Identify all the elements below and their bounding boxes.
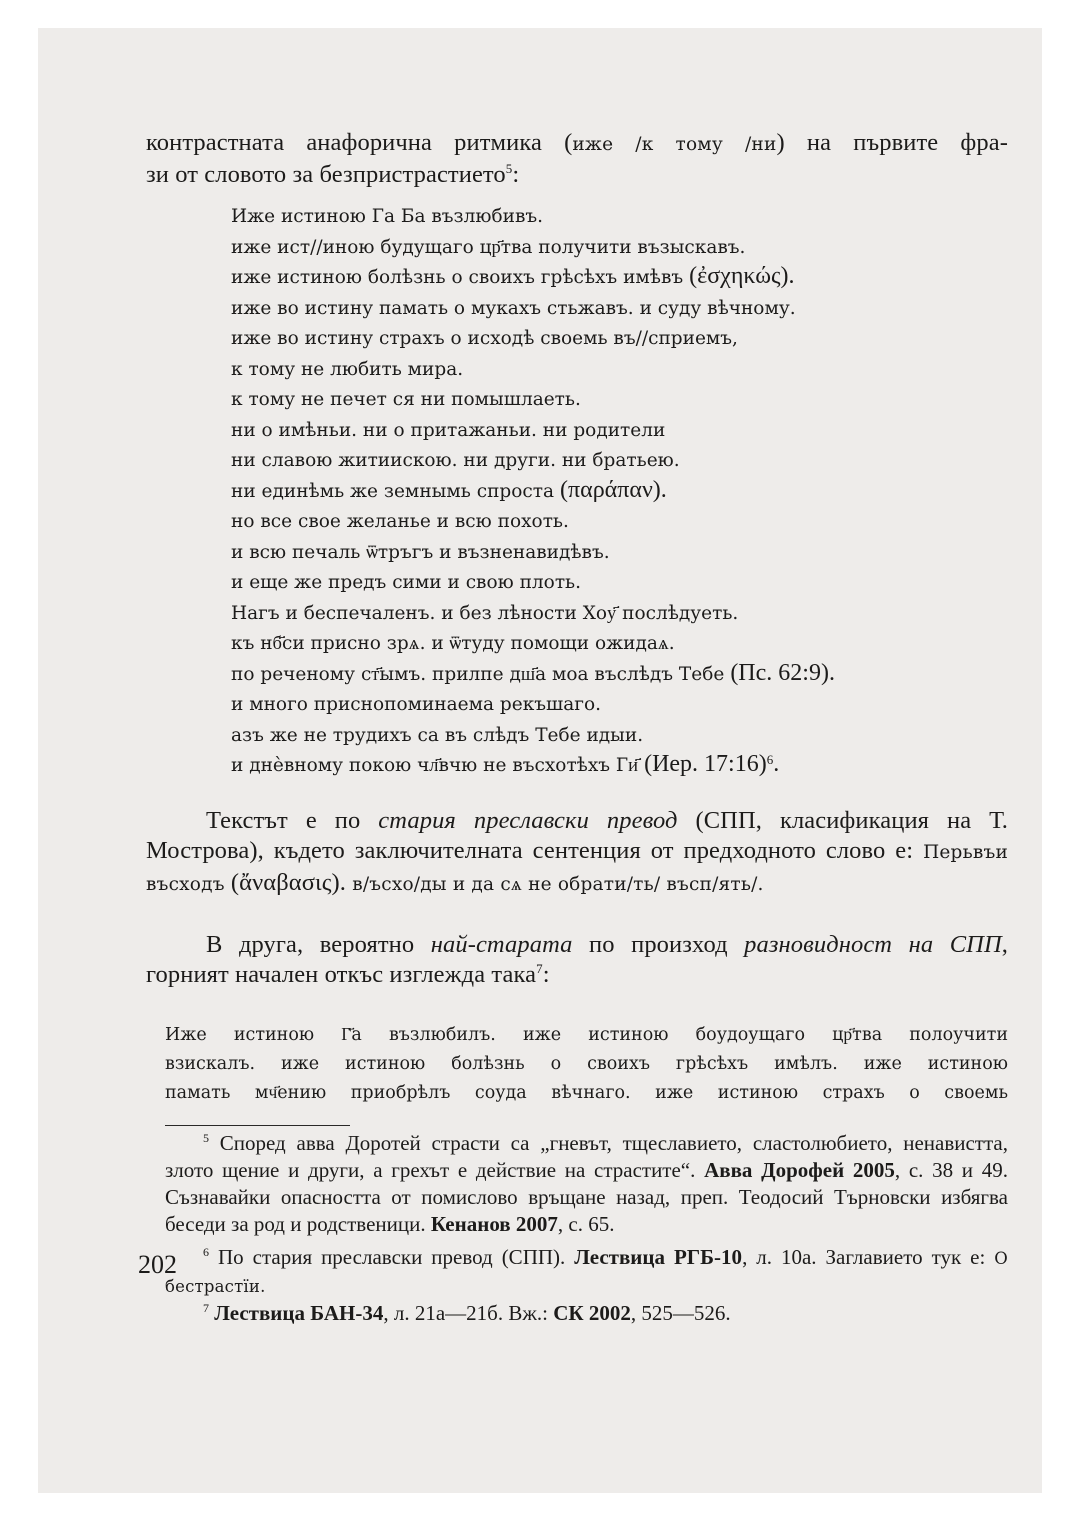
quote-line: и днѐвному покою чл҃вчю не въсхотѣхъ Ги҃ (Иер. 17:16)$^6$. [231, 751, 780, 777]
quote-line: по реченому ст҃ымъ. прилпе дш҃а моа въслѣдъ Тебе (Пс. 62:9). [231, 659, 835, 686]
slavonic-variant-text [165, 1021, 1008, 1108]
footnote-ref-6[interactable]: 6 [766, 751, 774, 767]
footnote-ref-5[interactable]: 5 [505, 160, 513, 176]
page-number: 202 [138, 1250, 177, 1279]
slavonic-variant-line: взискалъ. иже истиною болѣзнь о своихъ грѣсѣхъ имѣлъ. иже истиною [165, 1054, 1008, 1074]
intro-line-1: контрастната анафорична ритмика (иже /к тому /ни) на първите фра- [146, 129, 1008, 156]
quote-line: и всю печаль ѿтръгъ и възненавидѣвъ. [231, 541, 610, 563]
quote-line: ни о имѣньи. ни о притажаньи. ни родители [231, 419, 666, 441]
slavonic-variant-line: Иже истиною Г҃а възлюбилъ. иже истиною боудоущаго цр҃тва полоучити [165, 1025, 1008, 1045]
quote-line: и много приснопоминаема рекъшаго. [231, 694, 601, 715]
quote-line: иже во истину страхъ о исходѣ своемь въ//сприемъ, [231, 328, 738, 349]
intro-line-2: зи от словото за безпристрастието$^5$: [146, 160, 520, 188]
quote-line: азъ же не трудихъ са въ слѣдъ Тебе идыи. [231, 724, 644, 746]
quote-line: иже ист//иною будущаго цр҃тва получити възыскавъ. [231, 236, 746, 258]
quote-line: ни славою житиискою. ни други. ни братьею. [231, 450, 680, 471]
footnote-6: $^6$ По стария преславски превод (СПП). Лествица РГБ-10, л. 10а. Заглавието тук е: О бестрастїи. [165, 1245, 1009, 1296]
quote-line: иже истиною болѣзнь о своихъ грѣсѣхъ имѣвъ (ἐσχηκώς). [231, 263, 795, 289]
quote-line: ни единѣмь же земнымь спроста (παράπαν). [231, 476, 667, 503]
quote-line: иже во истину памать о мукахъ стьжавъ. и суду вѣчному. [231, 297, 796, 319]
footnote-5: $^5$ Според авва Доротей страсти са „гневът, тщеславието, сластолюбието, ненавистта, злото щение и други, а грехът е действие на страстите“. Авва Дорофей 2005, с. 38 и 49. Съзнавайки опасността от помислово връщане назад, преп. Теодосий Търновски избягва беседи за род и родственици. Кенанов 2007, с. 65. [165, 1131, 1008, 1236]
quote-line: къ нб҃си присно зрѧ. и ѿтуду помощи ожидаѧ. [231, 633, 675, 654]
quote-line: к тому не любить мира. [231, 358, 464, 380]
paragraph-variant: В друга, вероятно най-старата по произход разновидност на СПП, горният начален откъс изглежда така$^7$: [146, 931, 1008, 988]
quote-line: Нагъ и беспечаленъ. и без лѣности Хоу҃ послѣдуеть. [231, 602, 739, 624]
slavonic-quotation [231, 200, 1011, 780]
footnote-ref-7[interactable]: 7 [536, 960, 543, 976]
intro-paragraph [146, 128, 1008, 190]
quote-line: и еще же предъ сими и свою плоть. [231, 572, 582, 593]
paragraph-translation: Текстът е по стария преславски превод (СПП, класификация на Т. Мострова), където заключителната сентенция от предходното слово е: Перьвъи въсходъ (ἄναβασις). в/ъсхо/ды и да сѧ не обрати/ть/ въсп/ять/. [146, 807, 1008, 896]
footnote-separator [165, 1125, 350, 1126]
book-page [38, 28, 1042, 1493]
quote-line: к тому не печет ся ни помышлаеть. [231, 389, 581, 410]
quote-line: но все свое желанье и всю похоть. [231, 511, 569, 532]
quote-line: Иже истиною Га Ба възлюбивъ. [231, 206, 544, 227]
slavonic-variant-line: памать мч҃ению приобрѣлъ соуда вѣчнаго. иже истиною страхъ о своемь [165, 1083, 1008, 1103]
footnote-7: $^7$ Лествица БАН-34, л. 21а—21б. Вж.: СК 2002, 525—526. [203, 1301, 731, 1325]
intro-slavonic: иже /к тому /ни [572, 134, 777, 155]
